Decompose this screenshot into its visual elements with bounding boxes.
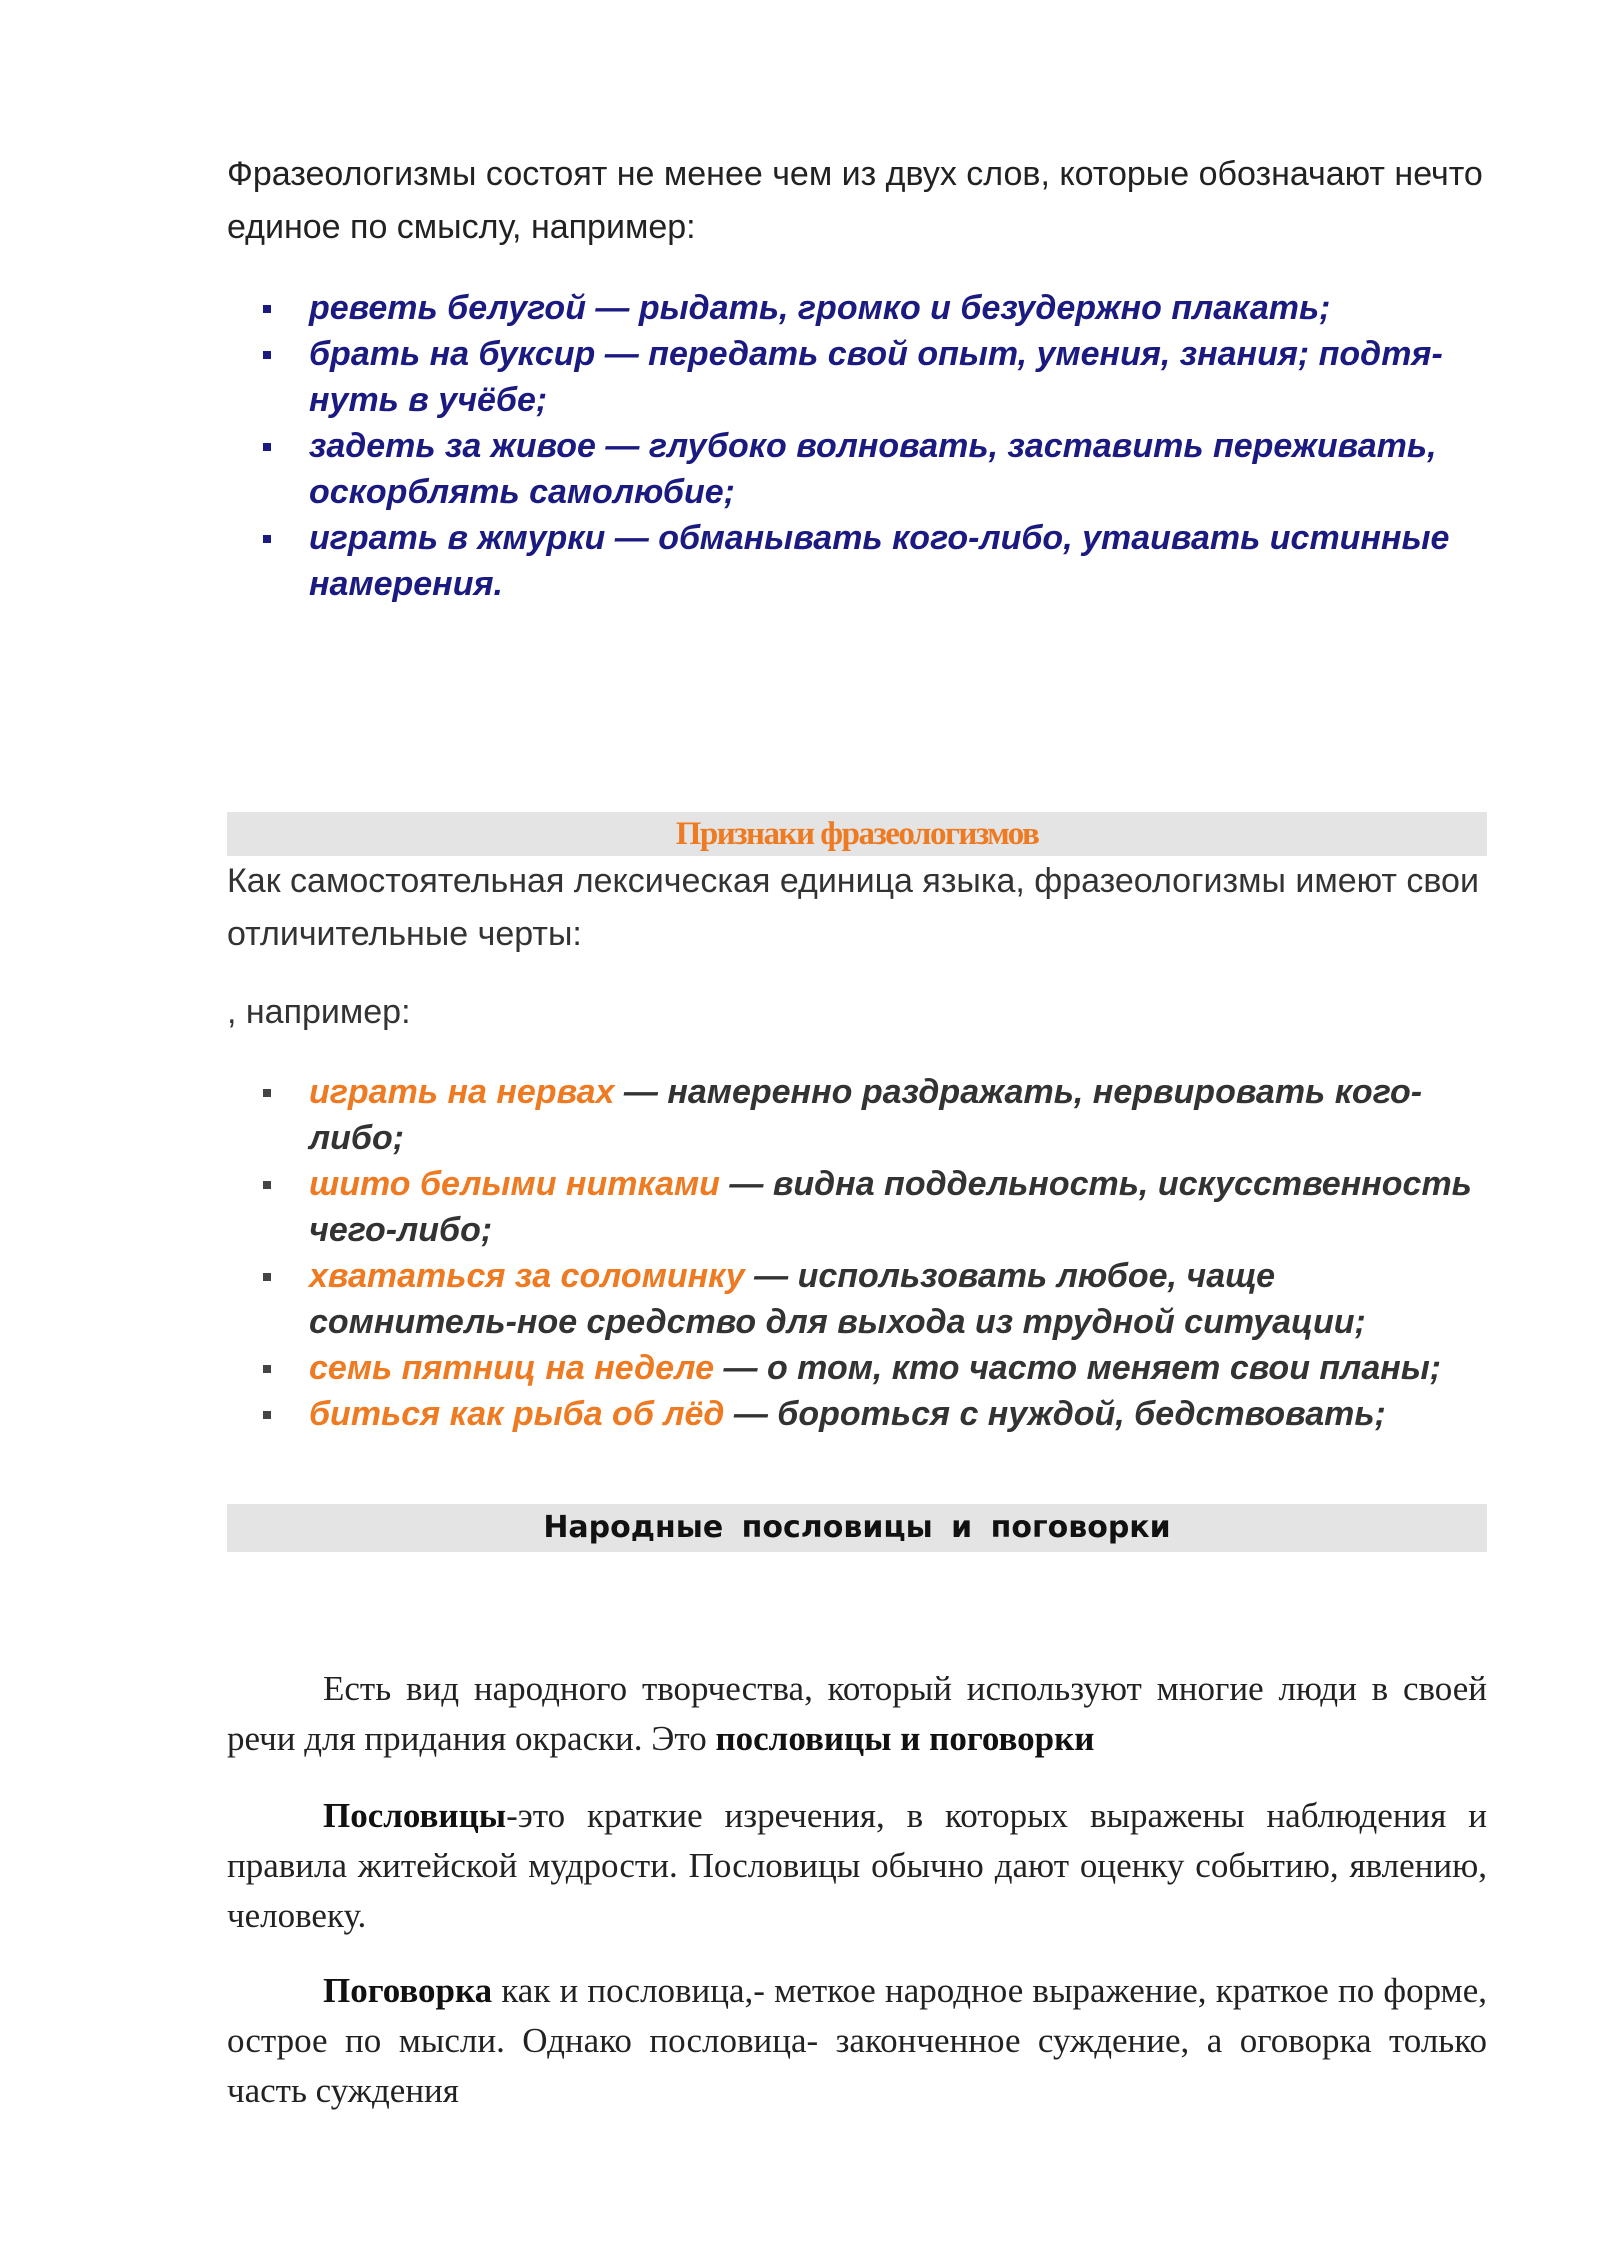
bullet-icon bbox=[263, 443, 271, 451]
bullet-icon bbox=[263, 1365, 271, 1373]
list-item bbox=[227, 331, 1487, 423]
bullet-icon bbox=[263, 351, 271, 359]
idiom-term: играть на нервах bbox=[309, 1073, 615, 1111]
idiom-definition: — бороться с нуждой, бедствовать; bbox=[724, 1395, 1386, 1433]
proverb-definition-paragraph bbox=[227, 1791, 1487, 1941]
example-lead: , например: bbox=[227, 993, 411, 1031]
idiom-definition: — о том, кто часто меняет свои планы; bbox=[714, 1349, 1442, 1387]
list-item bbox=[227, 1161, 1487, 1253]
idiom-term: шито белыми нитками bbox=[309, 1165, 720, 1203]
idiom-definition: — видна поддельность, искусственность чего-либо; bbox=[309, 1165, 1472, 1249]
idiom-term: биться как рыба об лёд bbox=[309, 1395, 725, 1433]
bullet-icon bbox=[263, 1089, 271, 1097]
bullet-icon bbox=[263, 1181, 271, 1189]
paragraph-bold-text: пословицы и поговорки bbox=[715, 1719, 1095, 1758]
paragraph-text: как и пословица,- меткое народное выражение, краткое по форме, острое по мысли. Однако пословица- законченное суждение, а оговорка только часть суждения bbox=[227, 1971, 1487, 2110]
idiom-term: хвататься за соломинку bbox=[309, 1257, 745, 1295]
list-item-text: играть в жмурки — обманывать кого-либо, утаивать истинные намерения. bbox=[309, 519, 1450, 603]
term-saying: Поговорка bbox=[323, 1971, 493, 2010]
list-item bbox=[227, 1391, 1487, 1437]
list-item bbox=[227, 515, 1487, 607]
list-item bbox=[227, 285, 1487, 331]
list-item bbox=[227, 1069, 1487, 1161]
section-heading-signs: Признаки фразеологизмов bbox=[675, 816, 1039, 852]
section-heading-band bbox=[227, 1504, 1487, 1552]
paragraph-text: Есть вид народного творчества, который используют многие люди в своей речи для придания окраски. Это bbox=[227, 1669, 1487, 1758]
section-heading-proverbs: Народные пословицы и поговорки bbox=[543, 1510, 1171, 1545]
signs-paragraph: Как самостоятельная лексическая единица языка, фразеологизмы имеют свои отличительные черты: bbox=[227, 862, 1479, 953]
list-item bbox=[227, 423, 1487, 515]
list-item bbox=[227, 1253, 1487, 1345]
idiom-list-primary bbox=[227, 285, 1487, 607]
section-heading-band bbox=[227, 812, 1487, 856]
bullet-icon bbox=[263, 1411, 271, 1419]
paragraph-text: -это краткие изречения, в которых выражены наблюдения и правила житейской мудрости. Пословицы обычно дают оценку событию, явлению, человеку. bbox=[227, 1796, 1487, 1935]
list-item-text: задеть за живое — глубоко волновать, заставить переживать, оскорблять самолюбие; bbox=[309, 427, 1437, 511]
idiom-list-secondary bbox=[227, 1069, 1487, 1437]
list-item-text: брать на буксир — передать свой опыт, умения, знания; подтя-нуть в учёбе; bbox=[309, 335, 1443, 419]
intro-paragraph: Фразеологизмы состоят не менее чем из двух слов, которые обозначают нечто единое по смыслу, например: bbox=[227, 155, 1483, 246]
idiom-term: семь пятниц на неделе bbox=[309, 1349, 715, 1387]
bullet-icon bbox=[263, 535, 271, 543]
list-item-text: реветь белугой — рыдать, громко и безудержно плакать; bbox=[309, 289, 1331, 327]
list-item bbox=[227, 1345, 1487, 1391]
proverbs-intro-paragraph bbox=[227, 1664, 1487, 1764]
bullet-icon bbox=[263, 305, 271, 313]
idiom-definition: — использовать любое, чаще сомнитель-ное средство для выхода из трудной ситуации; bbox=[309, 1257, 1366, 1341]
term-proverb: Пословицы bbox=[323, 1796, 507, 1835]
saying-definition-paragraph bbox=[227, 1966, 1487, 2116]
idiom-definition: — намеренно раздражать, нервировать кого-либо; bbox=[309, 1073, 1423, 1157]
bullet-icon bbox=[263, 1273, 271, 1281]
